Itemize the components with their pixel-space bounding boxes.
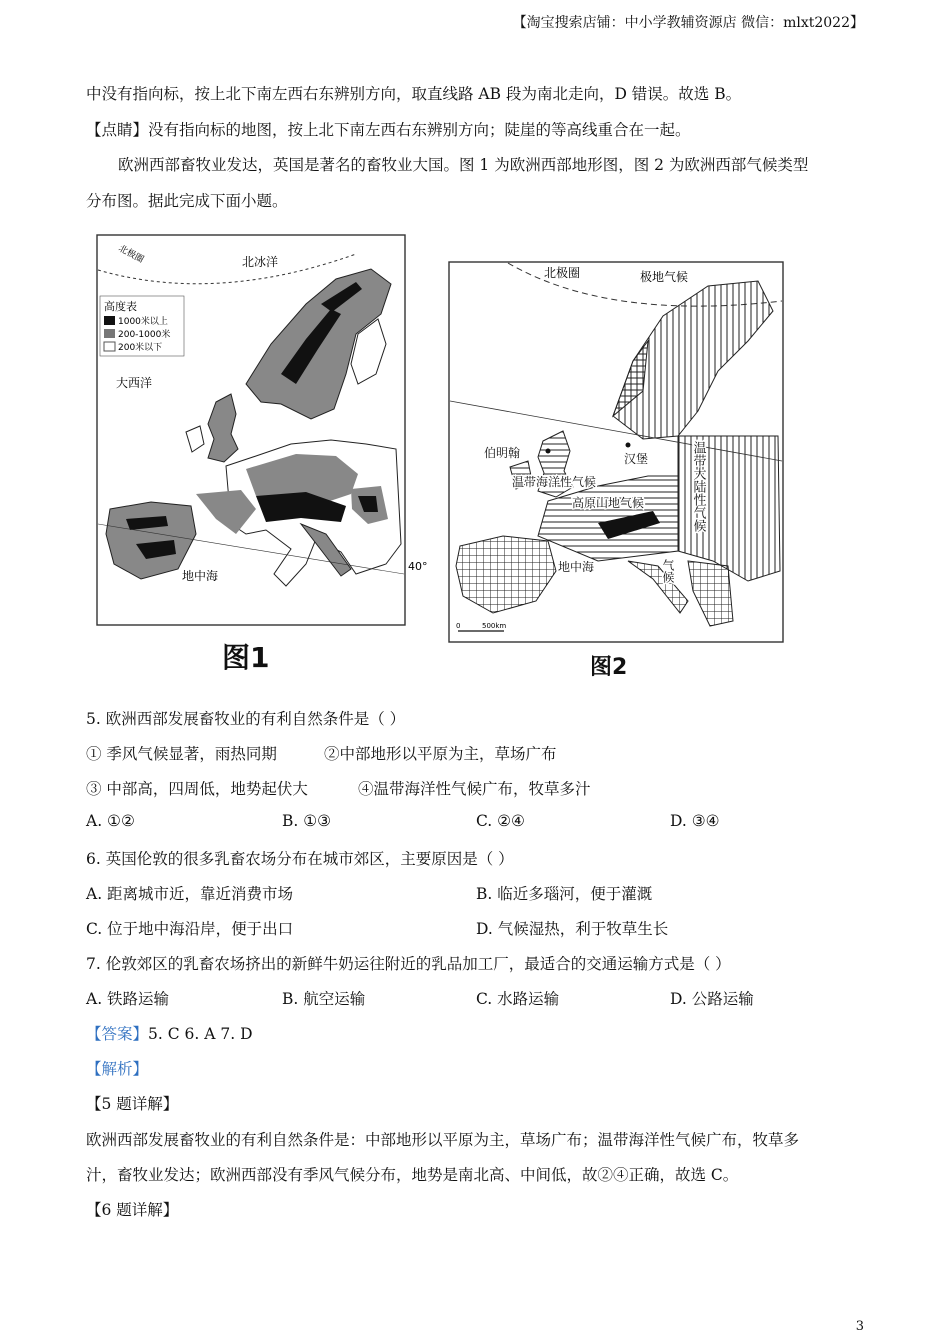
figure1-terrain-map <box>96 234 428 626</box>
fig1-arctic-ocean-label: 北冰洋 <box>242 255 279 269</box>
q6-option-b: B. 临近多瑙河，便于灌溉 <box>476 885 653 903</box>
fig1-atlantic-label: 大西洋 <box>116 376 153 390</box>
answer-label: 【答案】 <box>86 1025 149 1043</box>
fig2-continental-label: 温带大陆性气候 <box>690 441 706 532</box>
fig1-legend-low: 200米以下 <box>118 343 163 353</box>
fig1-legend-mid: 200-1000米 <box>118 330 171 340</box>
intro-line-1: 中没有指向标，按上北下南左西右东辨别方向，取直线路 AB 段为南北走向，D 错误。故选 B。 <box>86 85 742 103</box>
q5-option-b: B. ①③ <box>282 812 332 830</box>
q5-statement-4: ④温带海洋性气候广布，牧草多汁 <box>358 780 591 798</box>
figure2-climate-map <box>448 261 784 643</box>
fig1-legend-high: 1000米以上 <box>118 317 168 327</box>
fig2-scale-label: 500km <box>482 622 507 630</box>
q5-option-d: D. ③④ <box>670 812 720 830</box>
fig2-birmingham-label: 伯明翰 <box>484 446 521 460</box>
fig2-highland-label: 高原山地气候 <box>572 496 645 510</box>
detail6-title: 【6 题详解】 <box>86 1201 179 1219</box>
q5-statement-3: ③ 中部高，四周低，地势起伏大 <box>86 780 308 798</box>
intro-passage-1: 欧洲西部畜牧业发达，英国是著名的畜牧业大国。图 1 为欧洲西部地形图，图 2 为欧洲西部气候类型 <box>118 156 809 174</box>
q5-stem: 5. 欧洲西部发展畜牧业的有利自然条件是（ ） <box>86 710 406 728</box>
q5-statement-1: ① 季风气候显著，雨热同期 <box>86 745 277 763</box>
q5-option-c: C. ②④ <box>476 812 525 830</box>
q7-option-c: C. 水路运输 <box>476 990 560 1008</box>
figure2-caption: 图2 <box>590 655 628 680</box>
q7-stem: 7. 伦敦郊区的乳畜农场挤出的新鲜牛奶运往附近的乳品加工厂，最适合的交通运输方式是（ ） <box>86 955 731 973</box>
q5-statement-2: ②中部地形以平原为主，草场广布 <box>324 745 557 763</box>
page-number: 3 <box>855 1319 864 1334</box>
header-note: 【淘宝搜索店铺：中小学教辅资源店 微信：mlxt2022】 <box>512 15 864 31</box>
fig2-arctic-circle-label: 北极圈 <box>544 266 581 280</box>
analysis-label: 【解析】 <box>86 1060 149 1078</box>
fig1-legend-title: 高度表 <box>104 300 137 313</box>
fig1-arctic-circle-label: 北极圈 <box>116 243 146 266</box>
detail5-line-2: 汁，畜牧业发达；欧洲西部没有季风气候分布，地势是南北高、中间低，故②④正确，故选 C。 <box>86 1166 739 1184</box>
answer-line <box>86 1022 253 1044</box>
q6-option-a: A. 距离城市近，靠近消费市场 <box>86 885 294 903</box>
fig2-hamburg-label: 汉堡 <box>624 452 649 466</box>
fig2-polar-label: 极地气候 <box>640 270 689 284</box>
q6-stem: 6. 英国伦敦的很多乳畜农场分布在城市郊区，主要原因是（ ） <box>86 850 514 868</box>
detail5-line-1: 欧洲西部发展畜牧业的有利自然条件是：中部地形以平原为主，草场广布；温带海洋性气候广布，牧草多 <box>86 1131 800 1149</box>
q7-option-d: D. 公路运输 <box>670 990 754 1008</box>
intro-tip: 【点睛】没有指向标的地图，按上北下南左西右东辨别方向；陡崖的等高线重合在一起。 <box>86 121 691 139</box>
q6-option-d: D. 气候湿热，利于牧草生长 <box>476 920 669 938</box>
q5-option-a: A. ①② <box>86 812 135 830</box>
fig2-scale-zero: 0 <box>456 622 461 630</box>
detail5-title: 【5 题详解】 <box>86 1095 179 1113</box>
q6-option-c: C. 位于地中海沿岸，便于出口 <box>86 920 294 938</box>
q7-option-b: B. 航空运输 <box>282 990 366 1008</box>
answer-text: 5. C 6. A 7. D <box>148 1025 253 1043</box>
fig2-med-climate-label: 气候 <box>661 559 675 583</box>
fig1-lat-label: 40° <box>408 560 428 573</box>
q7-option-a: A. 铁路运输 <box>86 990 170 1008</box>
fig1-mediterranean-label: 地中海 <box>182 569 219 583</box>
fig2-maritime-label: 温带海洋性气候 <box>512 475 597 489</box>
intro-passage-2: 分布图。据此完成下面小题。 <box>86 192 288 210</box>
figure1-caption: 图1 <box>222 641 270 674</box>
fig2-mediterranean-label: 地中海 <box>558 560 595 574</box>
